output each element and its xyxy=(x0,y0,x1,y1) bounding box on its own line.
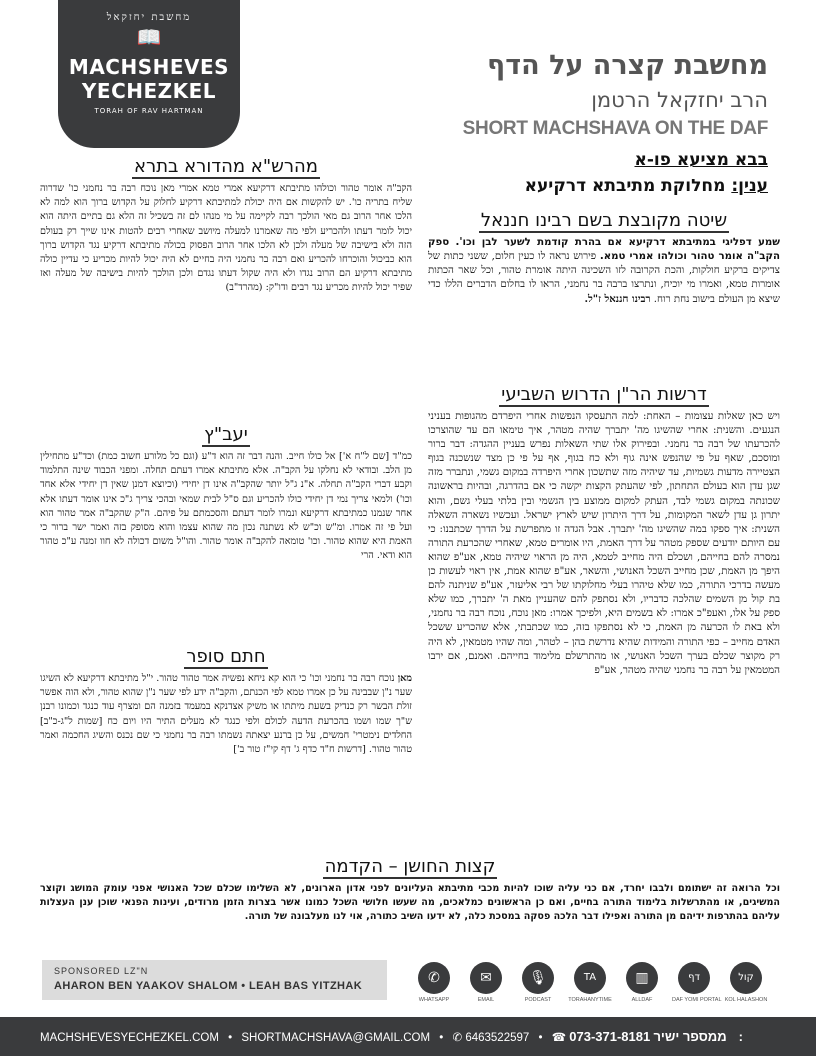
sponsor-names: AHARON BEN YAAKOV SHALOM • LEAH BAS YITZHAK xyxy=(54,980,363,992)
chasam-sofer-title: חתם סופר xyxy=(186,646,266,667)
torahanytime-link[interactable]: TA TORAHANYTIME xyxy=(568,962,612,1003)
logo-hebrew: מחשבת יחזקאל xyxy=(106,12,192,23)
footer-bar: MACHSHEVESYECHEZKEL.COM • SHORTMACHSHAVA@GMAIL.COM • ✆ 6463522597 • ☎ 073-371-8181 ממספר ישיר: xyxy=(0,1017,816,1056)
whatsapp-number[interactable]: 6463522597 xyxy=(465,1032,530,1044)
phone-icon: ☎ xyxy=(551,1032,567,1044)
page-title: מחשבת קצרה על הדף xyxy=(487,50,768,81)
logo-tagline: TORAH OF RAV HARTMAN xyxy=(94,107,204,115)
whatsapp-icon: ✆ xyxy=(418,962,450,994)
topic-text: מחלוקת מתיבתא דרקיעא xyxy=(524,176,726,196)
chasam-sofer-lead: מאן xyxy=(397,673,412,684)
ran-text: ויש כאן שאלות עצומות – האחת: למה התעסקו הנפשות אחרי היפרדם מהגופות בעניני הנגעים. והשנית: אחרי שהשיגו מה' יתברך שהיה מטהר, איך טימאו הם עד שהוצרכו להכרעתו של רבה בר נחמני. ובפירוק אלו שתי השאלות נפרש בעניין ההגדה: דבר ברור ומוסכם, שאף על פי שהנפש אינה גוף ולא כח בגוף, אף על פי כן מצד שנשכנה בגוף הצטיירה מדעות גשמיות, עד שיהיה מזה שתשכון אחרי היפרדה במקום גשמי, ונתברר מזה שגן עדן הוא בעולם התחתון, לפי שהעתק הקצות יקשה כי אם בהדרגה, ובהיות בראשונה שכונתה במקום גשמי לבד, העתק למקום ממוצע בין הגשמי ובין בלתי בעלי גשם, והוא יתרון גן עדן לשאר המקומות, על דרך היתרון שיש לארץ ישראל. ועכשיו נשארה השאלה השנית: איך ספקו במה שהשיגו מה' יתברך. אבל הגדה זו מתפרשת על הדרך שכתבנו: כי עם היותם יודעים שספק מטהר על דרך האמת, היו אומרים טמא, שאחרי שהכרעת התורה נמסרה להם בחייהם, ושכלם היה מחייב לטמא, היה מן הראוי שיהיה טמא, אע"פ שהוא היפך מן האמת, שכן מחייב השכל האנושי, והשאר, אע"פ שהוא אמת, אין ראוי לעשות כן מעשה בדרכי התורה, כמו שלא טיהרו בעלי מחלוקתו של רבי אליעזר, אע"פ שניתנה להם בת קול מן השמים שהלכה כדבריו, ולא נסתפק להם שהעניין מאת ה' יתברך, כמו שלא ספק על אלו, ואעפ"כ אמרו: לא בשמים היא, ולפיכך אמרו: מאן נוכח, נוכח רבה בר נחמני, ולא באת לו הכרעה מן האמת, כי לא נסתפקו בזה, כמו שכתבתי, אלא שהכריע ששכל האדם מחייב – כפי התורה והמידות שהיא נדרשת בהן – לטהר, ומה שהיו מטמאין, לא היה רק מקוצר שכלם בערך השכל האנושי, או מהתרשלם מלימוד בחייהם. ואמנם, אם ירבו המטמאין על רבה בר נחמני שהיה מטהר, אע"פ xyxy=(428,411,780,676)
kol-halashon-icon: קול xyxy=(730,962,762,994)
email-icon: ✉ xyxy=(470,962,502,994)
daf-yomi-portal-icon: דף xyxy=(678,962,710,994)
logo-block xyxy=(58,0,240,148)
alldaf-link[interactable]: ▥ ALLDAF xyxy=(620,962,664,1003)
maharsha-title: מהרש"א מהדורא בתרא xyxy=(134,156,318,177)
whatsapp-link[interactable]: ✆ WHATSAPP xyxy=(412,962,456,1003)
sponsor-label: SPONSORED LZ"N xyxy=(54,966,149,976)
phone-label: ממספר ישיר: xyxy=(653,1029,743,1044)
podcast-link[interactable]: 🎙 PODCAST xyxy=(516,962,560,1003)
topic-line xyxy=(525,176,768,196)
email-address[interactable]: SHORTMACHSHAVA@GMAIL.COM xyxy=(241,1032,431,1044)
alldaf-icon: ▥ xyxy=(626,962,658,994)
rabbeinu-chananel-title: שיטה מקובצת בשם רבינו חננאל xyxy=(480,210,728,231)
rabbeinu-chananel-text: שמע דפליגי במתיבתא דרקיעא אם בהרת קודמת לשער לבן וכו'. ספק הקב"ה אומר טהור וכולהו אמרי טמא. פירוש נראה לו כעין חלום, ששני כתות של צדיקים ברקיע חולקות, והכת הקרובה לזו השכינה היתה אומרת טהור, וכל שאר הכתות אומרות טמא, ואמרו מי יוכיח, ונתרצו ברבה בר נחמני, הראו לו בחלום הדברים הללו כדי שיצא מן העולם בישוב נחת רוח. רבינו חננאל ז"ל. xyxy=(428,237,780,306)
english-title: SHORT MACHSHAVA ON THE DAF xyxy=(462,118,768,139)
website-link[interactable]: MACHSHEVESYECHEZKEL.COM xyxy=(40,1032,219,1044)
chasam-sofer-text: מאן נוכח רבה בר נחמני וכו' כי הוא קא ניחא נפשיה אמר טהור טהור. י"ל מתיבתא דרקיעא לא השיגו שער נ"ן שבבינה על כן אמרו טמא לפי הכנתם, והקב"ה ידע לפי שער נ"ן שהוא טהור, ולא הוה אפשר זולת הבשר רק כנדיק בשעת מיתתו או משיק אצדנקא במעמד בזמנה הם ומצרף עוד כנגד וכמונו רבנן ש"ך שמו ושמו בהכרעת הדעה לכולם ולפי כנגד לא מעלים התיר היו ויום כח [שמות ל"ג-כ"ב] החלדים נימטרי' חמשים, על כן ברנע יצאתה נשמתו רבה בר נחמני כי שם נכנס והשיג החכמה ואמר טהור טהור. [דרשות ח"ד כדף ג' דף קי"ז טור ב'] xyxy=(40,673,412,756)
email-link[interactable]: ✉ EMAIL xyxy=(464,962,508,1003)
kol-halashon-link[interactable]: קול KOL HALASHON xyxy=(724,962,768,1003)
torahanytime-icon: TA xyxy=(574,962,606,994)
logo-line1: MACHSHEVES xyxy=(68,55,230,79)
open-book-icon: 📖 xyxy=(136,25,162,49)
podcast-icon: 🎙 xyxy=(522,962,554,994)
whatsapp-small-icon: ✆ xyxy=(452,1032,463,1044)
rabbi-name: הרב יחזקאל הרטמן xyxy=(591,88,768,112)
masechta-ref: בבא מציעא פו-א xyxy=(634,150,768,170)
ketzos-text: וכל הרואה זה ישתומם ולבבו יחרד, אם כני עליה שוכו להיות מכבי מתיבתא העליונים לפני אדון הארונים, לא השלימו שכלם שכל האנושי אפני עומק המושג וקוצר המשיגים, או מהתרשלות בלימוד התורה בחיים, ואם כן הראשונים כמלאכים, מה שעשו חלושי השכל כמונו אשר בצרות הזמן מרודים, ועינות הפנאי שוכן ענן העצלות עליהם בהתרפות ידיהם מן התורה ואפילו דבר הלכה פסקה במסכת כלה, לא ידעו השיב כתורה, אוי לנו מעלבונה של תורה. xyxy=(40,883,780,923)
logo-line2: YECHEZKEL xyxy=(81,79,217,103)
yaavetz-title: יעב"ץ xyxy=(204,424,248,445)
contact-icons xyxy=(412,962,780,1010)
ran-title: דרשות הר"ן הדרוש השביעי xyxy=(501,384,707,405)
topic-label: ענין: xyxy=(731,176,768,196)
phone-number[interactable]: 073-371-8181 xyxy=(569,1029,651,1044)
ketzos-title: קצות החושן – הקדמה xyxy=(324,856,496,877)
maharsha-text: הקב"ה אומר טהור וכולהו מתיבתא דרקיעא אמרי טמא אמרי מאן נוכח רבה בר נחמני כו' שדרוה שליח בתריה כו'. יש להקשות אם היה יכולת למתיבתא דרקיע לחלוק על הקדוש ברוך הוא למה לא הלכו אחר הרוב גם מאי הולכך רבה לקיימה על מי מנהו לם זה בשכיל זה הלא גם בתיים היתה הוא יכול לומר דעתו ולהכריע ולפי מה שאמרנו למעלה מיושב שאחרי רבים להטות אינו שייך רק בעולם הזה ולא בישיבה של מעלה ולכן לא הלכו אחר הרוב הפסוק בכולה מתיבתא דרקיע נגד הקדוש ברוך הוא כביכול והוכרחו להכריע ואם רבה בר נחמני היה בחיים לא היה יכול להיות מכריע כי עדיין כולה מתיבתא דרקיע הם הרוב נגדו ולא היה שקול דעתו נגדם ולכן הולכך להיות בישיבה של מעלה ואז שפיר יכול להיות מכריע נגד רבים ודו"ק: (מהרד"ב) xyxy=(40,183,412,294)
yaavetz-text: כמ"ד [שם ל"ח א'] אל כולו חייב. והנה דבר זה הוא ד"ע (וגם כל מלורע חשוב כמת) וכד"ע מתחילין מן הלב. ובודאי לא נחלקו על הקב"ה. אלא מתיבתא אמרו דעתם תחלה. ומפני הכבוד שינה התלמוד וקבע דברי הקב"ה תחלה. א"נ ג"ל יותר שהקב"ה אינו דן יחידי (וכיוצא דמנן שאין דן יחידי אלא אחד וכו') ולמאי צריך נמי דן יחידי כולו להכריע וגם ס"ל לבית שמאי ובהכי צריך ג"כ אינו אומר דעתו אלא אחר שנמנו כמתיבתא דרקיעא ונמרו לומר דעתם והסכמתם על פיהם. ה"ק שהקב"ה אמר טהור הוא ועל פי זה אמרו. ומ"ש וכ"ש לא נשתנה נכון מה שהוא עצמו והוא מסופק בזה ואמר ישר ברור כי האמת היא שהוא טהור. וכו' טומאה להקב"ה אומר טהור. והו"ל משום דכולה לא חוו זמנה ע"כ טהור הוא ודאי. הרי xyxy=(40,451,412,562)
daf-yomi-portal-link[interactable]: דף DAF YOMI PORTAL xyxy=(672,962,716,1003)
